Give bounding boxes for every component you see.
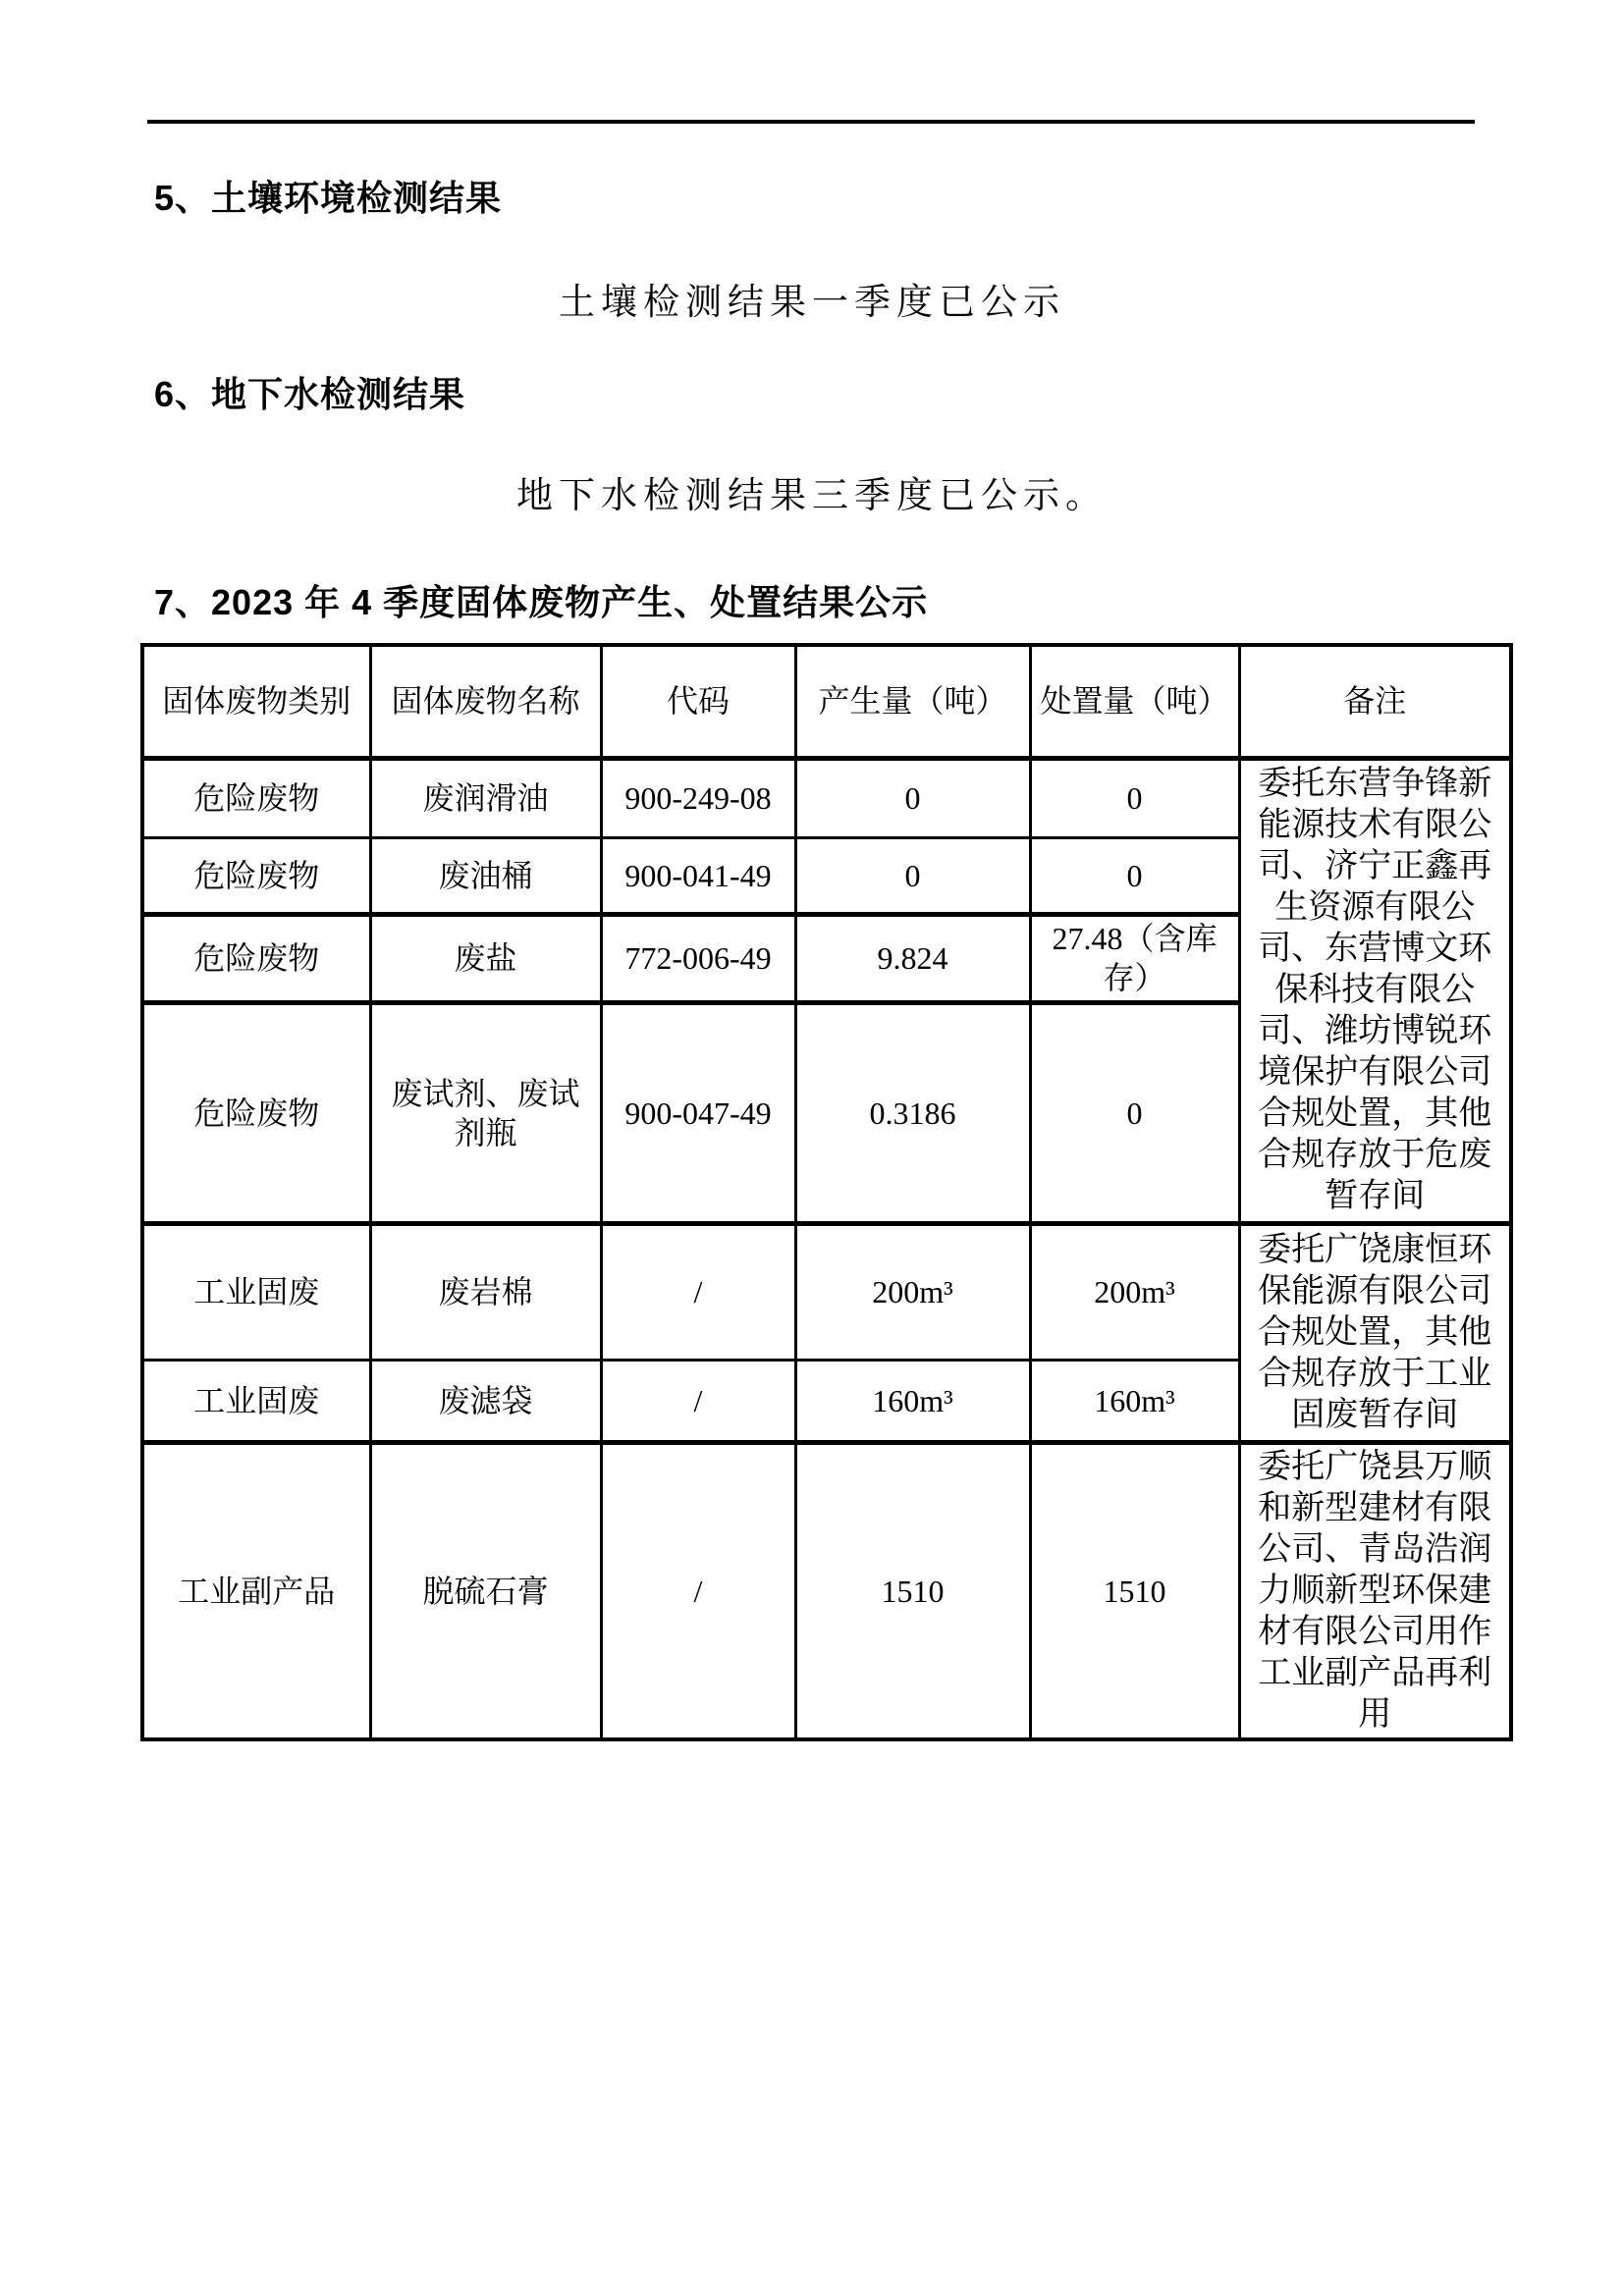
- column-header-category: 固体废物类别: [142, 645, 370, 758]
- cell-disposed: 27.48（含库存）: [1030, 914, 1239, 1002]
- cell-name: 废试剂、废试剂瓶: [370, 1002, 601, 1223]
- cell-code: 900-047-49: [601, 1002, 795, 1223]
- section-heading-soil: 5、土壤环境检测结果: [154, 178, 503, 218]
- table-row: [142, 1442, 1511, 1739]
- section-heading-groundwater: 6、地下水检测结果: [154, 374, 466, 414]
- cell-code: /: [601, 1223, 795, 1360]
- cell-name: 废盐: [370, 914, 601, 1002]
- groundwater-result-text: 地下水检测结果三季度已公示。: [516, 476, 1108, 516]
- cell-produced: 0: [795, 758, 1030, 837]
- cell-remark-hazardous: 委托东营争锋新能源技术有限公司、济宁正鑫再生资源有限公司、东营博文环保科技有限公司、潍坊博锐环境保护有限公司合规处置，其他合规存放于危废暂存间: [1239, 758, 1511, 1223]
- cell-name: 废润滑油: [370, 758, 601, 837]
- cell-disposed: 0: [1030, 1002, 1239, 1223]
- cell-code: 900-249-08: [601, 758, 795, 837]
- cell-produced: 160m³: [795, 1360, 1030, 1442]
- section-heading-solid-waste: 7、2023 年 4 季度固体废物产生、处置结果公示: [154, 582, 929, 622]
- cell-name: 废岩棉: [370, 1223, 601, 1360]
- cell-produced: 9.824: [795, 914, 1030, 1002]
- solid-waste-table: [140, 643, 1513, 1741]
- column-header-name: 固体废物名称: [370, 645, 601, 758]
- column-header-produced: 产生量（吨）: [795, 645, 1030, 758]
- cell-disposed: 160m³: [1030, 1360, 1239, 1442]
- column-header-code: 代码: [601, 645, 795, 758]
- cell-name: 废滤袋: [370, 1360, 601, 1442]
- cell-produced: 0: [795, 837, 1030, 914]
- cell-name: 脱硫石膏: [370, 1442, 601, 1739]
- cell-category: 工业固废: [142, 1360, 370, 1442]
- cell-name: 废油桶: [370, 837, 601, 914]
- cell-remark-byproduct: 委托广饶县万顺和新型建材有限公司、青岛浩润力顺新型环保建材有限公司用作工业副产品再利用: [1239, 1442, 1511, 1739]
- cell-category: 危险废物: [142, 837, 370, 914]
- cell-remark-industrial: 委托广饶康恒环保能源有限公司合规处置，其他合规存放于工业固废暂存间: [1239, 1223, 1511, 1442]
- cell-produced: 0.3186: [795, 1002, 1030, 1223]
- table-row: [142, 1223, 1511, 1360]
- cell-code: 900-041-49: [601, 837, 795, 914]
- column-header-disposed: 处置量（吨）: [1030, 645, 1239, 758]
- cell-category: 工业副产品: [142, 1442, 370, 1739]
- cell-disposed: 200m³: [1030, 1223, 1239, 1360]
- table-header-row: [142, 645, 1511, 758]
- cell-code: /: [601, 1442, 795, 1739]
- horizontal-rule: [147, 120, 1475, 124]
- cell-produced: 200m³: [795, 1223, 1030, 1360]
- cell-category: 危险废物: [142, 758, 370, 837]
- table-row: [142, 758, 1511, 837]
- cell-code: /: [601, 1360, 795, 1442]
- column-header-remark: 备注: [1239, 645, 1511, 758]
- cell-disposed: 1510: [1030, 1442, 1239, 1739]
- cell-disposed: 0: [1030, 837, 1239, 914]
- cell-disposed: 0: [1030, 758, 1239, 837]
- cell-code: 772-006-49: [601, 914, 795, 1002]
- cell-category: 危险废物: [142, 914, 370, 1002]
- cell-category: 危险废物: [142, 1002, 370, 1223]
- cell-produced: 1510: [795, 1442, 1030, 1739]
- soil-result-text: 土壤检测结果一季度已公示: [559, 283, 1065, 323]
- cell-category: 工业固废: [142, 1223, 370, 1360]
